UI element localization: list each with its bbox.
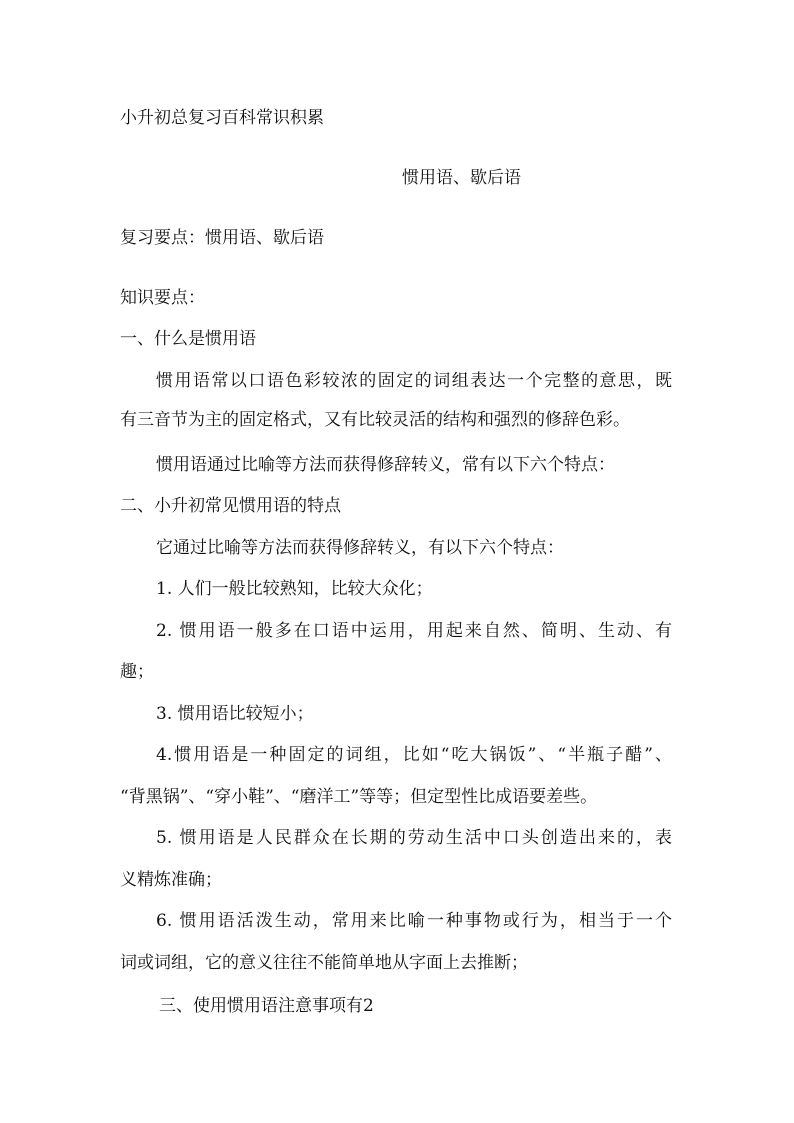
paragraph-definition-line1: 惯用语常以口语色彩较浓的固定的词组表达一个完整的意思，既	[156, 371, 672, 391]
paragraph-features-intro-2: 它通过比喻等方法而获得修辞转义，有以下六个特点：	[156, 538, 564, 558]
paragraph-features-intro: 惯用语通过比喻等方法而获得修辞转义，常有以下六个特点：	[156, 455, 615, 475]
list-item-5-line1: 5. 惯用语是人民群众在长期的劳动生活中口头创造出来的，表	[156, 828, 672, 848]
list-item-1: 1. 人们一般比较熟知，比较大众化；	[156, 579, 433, 599]
heading-what-is-idiom: 一、什么是惯用语	[120, 329, 256, 349]
document-top-title: 小升初总复习百科常识积累	[120, 108, 324, 128]
list-item-6-line2: 词或词组，它的意义往往不能简单地从字面上去推断；	[120, 953, 528, 973]
list-item-3: 3. 惯用语比较短小；	[156, 704, 314, 724]
list-item-4-line1: 4.惯用语是一种固定的词组，比如“吃大锅饭”、“半瓶子醋”、	[156, 745, 672, 765]
list-item-6-line1: 6. 惯用语活泼生动，常用来比喻一种事物或行为，相当于一个	[156, 911, 672, 931]
paragraph-definition-line2: 有三音节为主的固定格式，又有比较灵活的结构和强烈的修辞色彩。	[120, 410, 630, 430]
review-points: 复习要点：惯用语、歇后语	[120, 228, 324, 248]
knowledge-points-label: 知识要点：	[120, 288, 205, 308]
list-item-5-line2: 义精炼准确；	[120, 870, 222, 890]
heading-usage-notes: 三、使用惯用语注意事项有2	[159, 996, 374, 1016]
heading-idiom-features: 二、小升初常见惯用语的特点	[120, 496, 341, 516]
section-title: 惯用语、歇后语	[402, 168, 521, 188]
list-item-2-line2: 趣；	[120, 662, 154, 682]
list-item-2-line1: 2. 惯用语一般多在口语中运用，用起来自然、简明、生动、有	[156, 621, 672, 641]
list-item-4-line2: “背黑锅”、“穿小鞋”、“磨洋工”等等；但定型性比成语要差些。	[120, 787, 598, 807]
